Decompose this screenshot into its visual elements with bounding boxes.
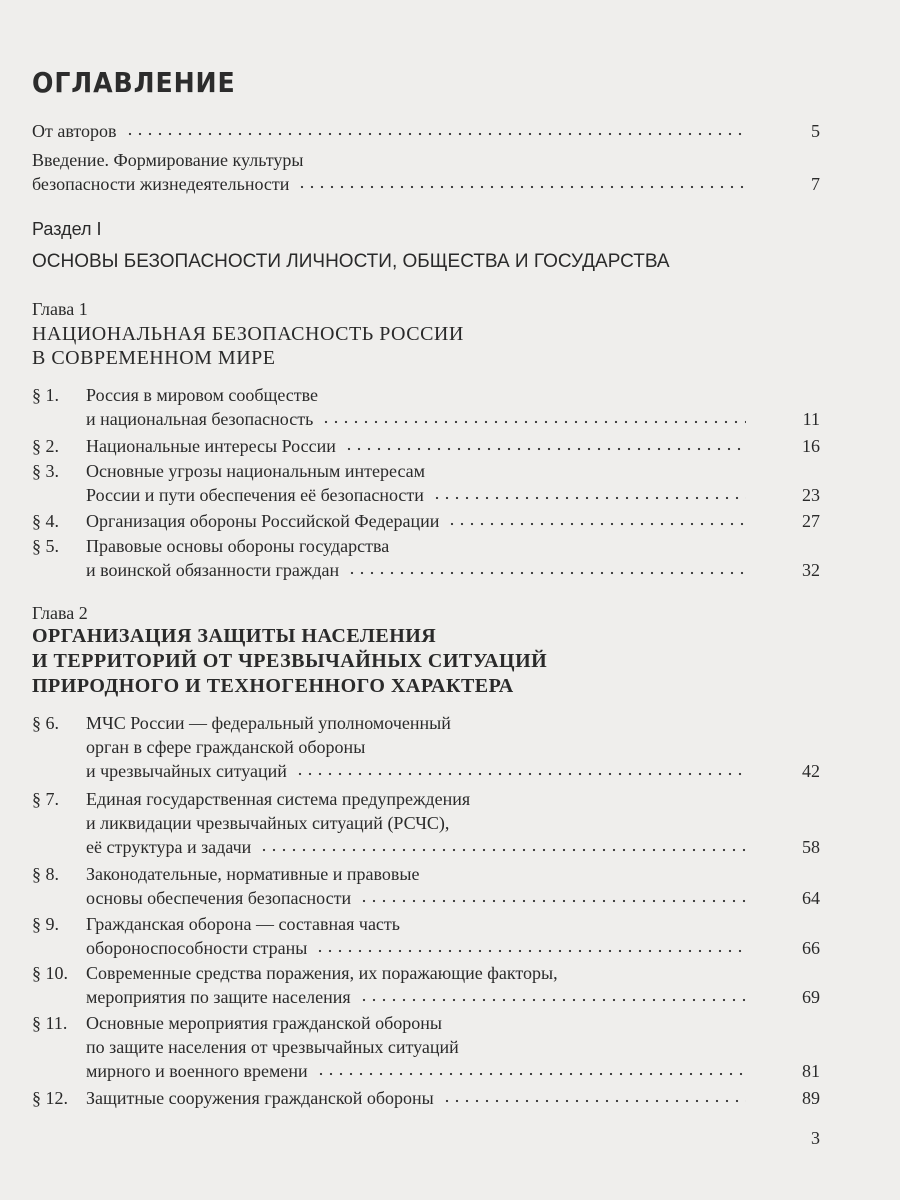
entry-title-line: Организация обороны Российской Федерации bbox=[86, 511, 440, 531]
entry-page: 69 bbox=[802, 987, 820, 1007]
section-label: Раздел I bbox=[32, 219, 102, 239]
entry-title-line: От авторов bbox=[32, 121, 117, 141]
entry-title-line: и ликвидации чрезвычайных ситуаций (РСЧС), bbox=[86, 813, 450, 833]
dot-leader bbox=[359, 993, 746, 1007]
entry-page: 23 bbox=[802, 485, 820, 505]
dot-leader bbox=[315, 944, 746, 958]
entry-page: 64 bbox=[802, 888, 820, 908]
entry-page: 89 bbox=[802, 1088, 820, 1108]
entry-number: § 6. bbox=[32, 713, 59, 733]
entry-title-line: Введение. Формирование культуры bbox=[32, 150, 304, 170]
section-title: ОСНОВЫ БЕЗОПАСНОСТИ ЛИЧНОСТИ, ОБЩЕСТВА И ГОСУДАРСТВА bbox=[32, 251, 670, 272]
entry-title-line: Основные мероприятия гражданской обороны bbox=[86, 1013, 442, 1033]
entry-title-line: обороноспособности страны bbox=[86, 938, 308, 958]
chapter-label: Глава 1 bbox=[32, 299, 88, 319]
chapter-title-line: И ТЕРРИТОРИЙ ОТ ЧРЕЗВЫЧАЙНЫХ СИТУАЦИЙ bbox=[32, 650, 548, 672]
entry-number: § 11. bbox=[32, 1013, 68, 1033]
dot-leader bbox=[344, 442, 746, 456]
entry-number: § 9. bbox=[32, 914, 59, 934]
dot-leader bbox=[359, 894, 746, 908]
entry-title-line: Защитные сооружения гражданской обороны bbox=[86, 1088, 434, 1108]
entry-title-line: Законодательные, нормативные и правовые bbox=[86, 864, 420, 884]
toc-heading: ОГЛАВЛЕНИЕ bbox=[32, 66, 236, 99]
dot-leader bbox=[347, 566, 746, 580]
chapter-title-line: ОРГАНИЗАЦИЯ ЗАЩИТЫ НАСЕЛЕНИЯ bbox=[32, 625, 437, 647]
entry-number: § 3. bbox=[32, 461, 59, 481]
entry-number: § 1. bbox=[32, 385, 59, 405]
entry-page: 58 bbox=[802, 837, 820, 857]
entry-title-line: мероприятия по защите населения bbox=[86, 987, 351, 1007]
entry-title-line: Гражданская оборона — составная часть bbox=[86, 914, 400, 934]
entry-title-line: и чрезвычайных ситуаций bbox=[86, 761, 287, 781]
dot-leader bbox=[432, 491, 746, 505]
entry-page: 32 bbox=[802, 560, 820, 580]
entry-title-line: Россия в мировом сообществе bbox=[86, 385, 319, 405]
entry-number: § 7. bbox=[32, 789, 59, 809]
entry-number: § 12. bbox=[32, 1088, 68, 1108]
entry-number: § 5. bbox=[32, 536, 59, 556]
entry-page: 5 bbox=[811, 121, 820, 141]
chapter-title-line: В СОВРЕМЕННОМ МИРЕ bbox=[32, 347, 276, 369]
entry-page: 81 bbox=[802, 1061, 820, 1081]
entry-number: § 10. bbox=[32, 963, 68, 983]
chapter-label: Глава 2 bbox=[32, 603, 88, 623]
entry-title-line: России и пути обеспечения её безопасности bbox=[86, 485, 424, 505]
entry-title-line: основы обеспечения безопасности bbox=[86, 888, 352, 908]
dot-leader bbox=[442, 1094, 746, 1108]
entry-number: § 8. bbox=[32, 864, 59, 884]
dot-leader bbox=[316, 1067, 746, 1081]
dot-leader bbox=[295, 767, 746, 781]
page-number: 3 bbox=[811, 1128, 820, 1148]
entry-number: § 2. bbox=[32, 436, 59, 456]
entry-title-line: Современные средства поражения, их поражающие факторы, bbox=[86, 963, 558, 983]
entry-page: 66 bbox=[802, 938, 820, 958]
entry-title-line: Единая государственная система предупреждения bbox=[86, 789, 471, 809]
dot-leader bbox=[447, 517, 746, 531]
entry-page: 11 bbox=[802, 409, 820, 429]
dot-leader bbox=[259, 843, 746, 857]
entry-title-line: мирного и военного времени bbox=[86, 1061, 308, 1081]
dot-leader bbox=[321, 415, 746, 429]
entry-number: § 4. bbox=[32, 511, 59, 531]
entry-title-line: орган в сфере гражданской обороны bbox=[86, 737, 366, 757]
entry-title-line: безопасности жизнедеятельности bbox=[32, 174, 290, 194]
dot-leader bbox=[297, 180, 746, 194]
entry-title-line: и воинской обязанности граждан bbox=[86, 560, 340, 580]
entry-page: 42 bbox=[802, 761, 820, 781]
entry-title-line: Основные угрозы национальным интересам bbox=[86, 461, 426, 481]
entry-title-line: МЧС России — федеральный уполномоченный bbox=[86, 713, 451, 733]
entry-title-line: Национальные интересы России bbox=[86, 436, 336, 456]
entry-title-line: и национальная безопасность bbox=[86, 409, 314, 429]
entry-page: 7 bbox=[811, 174, 820, 194]
entry-title-line: Правовые основы обороны государства bbox=[86, 536, 390, 556]
entry-page: 27 bbox=[802, 511, 820, 531]
chapter-title-line: ПРИРОДНОГО И ТЕХНОГЕННОГО ХАРАКТЕРА bbox=[32, 675, 514, 697]
dot-leader bbox=[125, 127, 746, 141]
entry-title-line: её структура и задачи bbox=[86, 837, 252, 857]
entry-title-line: по защите населения от чрезвычайных ситуаций bbox=[86, 1037, 459, 1057]
chapter-title-line: НАЦИОНАЛЬНАЯ БЕЗОПАСНОСТЬ РОССИИ bbox=[32, 323, 464, 345]
entry-page: 16 bbox=[802, 436, 820, 456]
